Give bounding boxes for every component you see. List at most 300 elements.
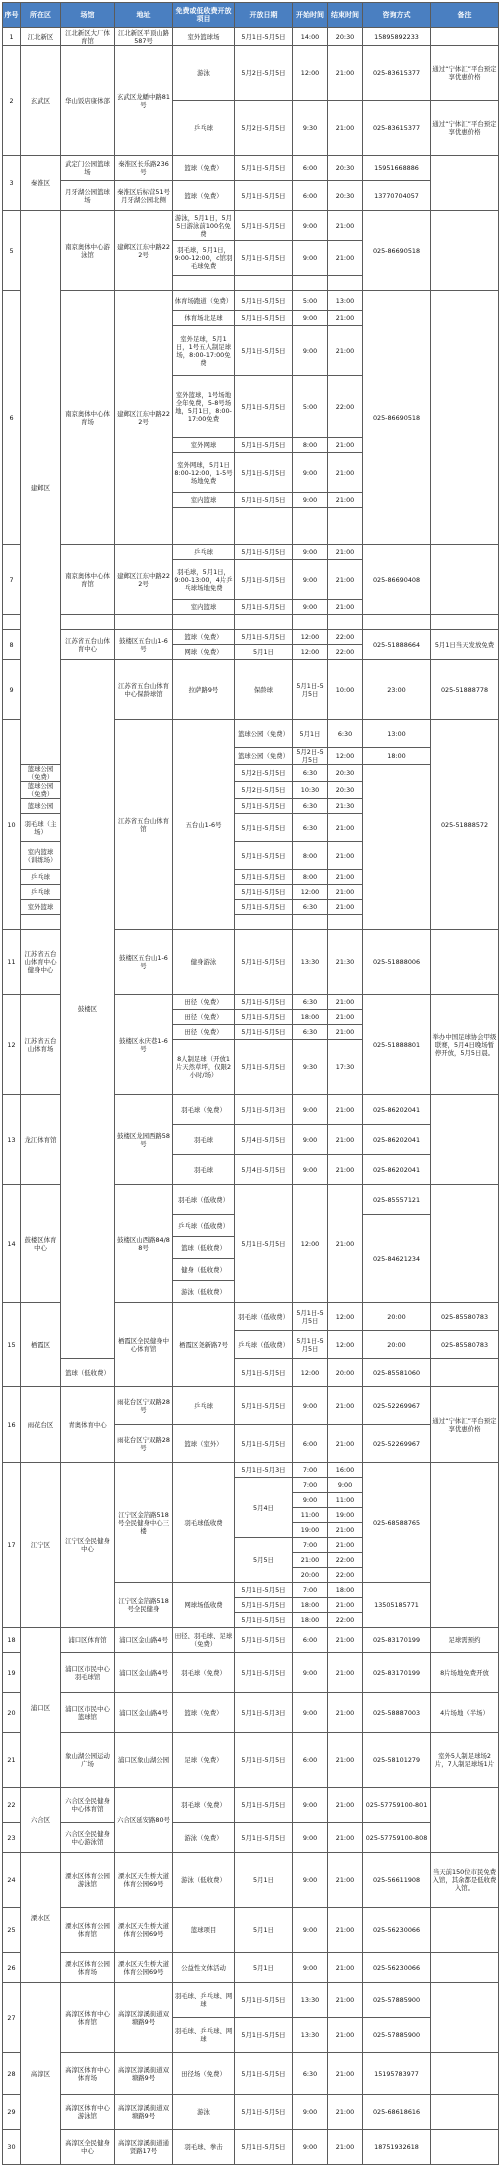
table-cell: 025-86690518 [363,211,431,291]
table-cell: 20:00 [293,1568,328,1583]
table-cell: 溧水区天生桥大道体育公园69号 [115,1853,173,1908]
table-cell [431,2095,499,2130]
table-cell: 6:00 [293,1425,328,1463]
table-cell: 羽毛球（免费） [173,1095,235,1125]
table-cell [61,615,115,630]
table-cell: 21:00 [328,2130,363,2165]
table-cell: 025-51888006 [363,930,431,995]
table-cell: 21:00 [328,1387,363,1425]
table-cell: 6:30 [293,2053,328,2095]
table-cell: 5月1日-5月5日 [235,453,293,493]
table-cell: 11:00 [328,1493,363,1508]
table-cell: 12:00 [293,46,328,101]
table-cell: 5月1日当天发放免费 [431,630,499,660]
table-cell: 羽毛球（免费） [173,1788,235,1823]
table-cell: 玄武区 [21,46,61,156]
table-cell: 浦口区 [21,1628,61,1788]
table-cell: 28 [3,2053,21,2095]
table-cell: 22 [3,1788,21,1823]
table-cell: 18:00 [293,1010,328,1025]
table-cell: 9:30 [293,1040,328,1095]
table-cell: 5月1日 [235,1953,293,1983]
table-cell: 乒乓球 [21,885,61,900]
table-cell: 21:00 [328,1155,363,1185]
table-row [3,1359,499,1387]
table-cell: 江宁区 [21,1463,61,1628]
table-cell: 7:00 [293,1538,328,1553]
table-cell: 21:00 [328,1425,363,1463]
table-cell: 18:00 [293,1598,328,1613]
table-cell: 21:00 [328,2095,363,2130]
table-cell: 篮球公园（免费） [235,720,293,748]
table-cell [173,508,235,545]
table-cell: 5月1日-5月5日 [235,1788,293,1823]
table-cell: 5月1日-5月5日 [235,376,293,438]
table-cell: 足球（免费） [173,1733,235,1788]
table-cell [235,508,293,545]
table-cell: 025-56611908 [363,1853,431,1908]
table-cell: 1 [3,28,21,46]
table-cell: 21:00 [328,1628,363,1653]
table-cell: 025-86202041 [363,1095,431,1125]
table-cell: 9:00 [293,1387,328,1425]
table-cell [431,28,499,46]
table-cell: 21:00 [328,46,363,101]
table-cell: 9:00 [293,241,328,276]
table-cell: 江苏省五台山体育中心健身中心 [21,930,61,995]
table-cell [328,276,363,291]
table-cell: 9:00 [293,545,328,560]
header-cell: 免费或低收费开放项目 [173,3,235,28]
table-cell [431,615,499,630]
table-cell: 5月5日 [235,1538,293,1583]
table-cell [431,545,499,615]
table-cell: 田径场（免费） [173,2053,235,2095]
table-cell: 13 [3,1095,21,1185]
table-cell: 5月1日-5月5日 [235,1185,293,1303]
table-cell: 6:30 [293,900,328,915]
table-cell: 篮球（免费） [173,156,235,181]
table-cell: 21:00 [328,1853,363,1908]
table-cell: 高淳区体育中心体育场 [61,2053,115,2095]
header-cell: 场馆 [61,3,115,28]
table-cell: 室外篮球，1号场地全年免费，5-8号场地，5月1日，8:00-17:00免费 [173,376,235,438]
table-cell: 游泳（低收费） [173,1853,235,1908]
table-cell: 25 [3,1908,21,1953]
table-cell: 鼓楼区五台山1-6号 [115,930,173,995]
table-cell: 5月1日-5月5日 [293,1303,328,1331]
table-cell: 21:00 [328,1693,363,1733]
table-cell: 9:00 [293,493,328,508]
table-cell: 12:00 [293,630,328,645]
table-cell: 篮球公园（免费） [235,748,293,765]
table-cell: 21 [3,1733,21,1788]
table-cell: 建邺区江东中路222号 [115,291,173,545]
table-cell: 21:00 [328,1538,363,1553]
table-cell: 025-85557121 [363,1185,431,1215]
table-cell: 室外5人制足球场2片，7人制足球场1片 [431,1733,499,1788]
table-body [3,28,499,2165]
table-cell: 游泳 [173,2095,235,2130]
table-cell: 5月1日-5月5日 [235,28,293,46]
table-cell: 栖霞区全民健身中心体育馆 [115,1303,173,1387]
table-cell: 9:00 [293,326,328,376]
table-row [3,1463,499,1478]
table-cell: 龙江体育馆 [21,1095,61,1185]
table-cell [431,1185,499,1303]
table-cell: 6:00 [293,156,328,181]
table-cell: 21:00 [328,493,363,508]
table-cell: 建邺区江东中路222号 [115,211,173,291]
table-cell: 025-85580783 [431,1331,499,1359]
table-cell [431,156,499,211]
table-cell: 12 [3,995,21,1095]
table-cell: 9:00 [293,600,328,615]
table-cell: 22:00 [328,1613,363,1628]
table-cell: 鼓楼区体育中心 [21,1185,61,1303]
table-cell: 9:00 [293,1823,328,1853]
table-cell: 5月1日-5月5日 [235,1359,293,1387]
table-cell: 高淳区淳溪街道双塘路9号 [115,2095,173,2130]
table-cell: 21:00 [328,842,363,870]
table-cell: 乒乓球（低收费） [235,1331,293,1359]
table-cell: 室外网球，5月1日8:00-12:00，1-5号场地免费 [173,453,235,493]
table-cell: 21:00 [328,1125,363,1155]
table-cell: 田径、羽毛球、足球（免费） [173,1628,235,1653]
table-row [3,181,499,211]
table-cell: 鼓楼区山西路84/88号 [115,1185,173,1303]
table-cell: 羽毛球、拳击 [173,2130,235,2165]
table-cell: 5月2日-5月5日 [235,782,293,799]
table-cell: 乒乓球 [173,101,235,156]
table-cell: 8:00 [293,842,328,870]
table-cell: 9:00 [293,1908,328,1953]
table-cell [328,915,363,930]
table-cell: 12:00 [293,1359,328,1387]
table-cell: 17:30 [328,1040,363,1095]
table-cell: 21:00 [328,1010,363,1025]
table-cell: 羽毛球、乒乓球、网球 [173,1983,235,2018]
table-cell: 高淳区 [21,1983,61,2165]
header-cell: 序号 [3,3,21,28]
table-cell: 篮球公园（免费） [21,765,61,782]
table-cell: 20:30 [328,181,363,211]
table-cell: 16 [3,1387,21,1463]
table-cell: 5月1日-5月5日 [235,156,293,181]
table-cell: 鼓楼区 [61,660,115,1359]
table-cell: 乒乓球 [173,1387,235,1425]
table-cell: 20:00 [363,1331,431,1359]
table-cell: 游泳（免费） [173,1823,235,1853]
table-cell: 21:00 [328,2018,363,2053]
table-cell: 12:00 [328,1303,363,1331]
table-cell: 6:00 [293,181,328,211]
table-cell [431,1983,499,2053]
table-cell: 20 [3,1693,21,1733]
table-cell: 21:00 [328,1025,363,1040]
table-row [3,156,499,181]
table-cell: 游泳（低收费） [173,1281,235,1303]
table-cell: 5月1日-5月5日 [235,600,293,615]
table-cell: 9:00 [293,1788,328,1823]
table-cell: 体育场北足球 [173,311,235,326]
table-cell [21,915,61,930]
table-cell: 6:30 [293,799,328,814]
table-cell: 月牙湖公园篮球场 [61,181,115,211]
table-cell: 溧水区天生桥大道体育公园69号 [115,1908,173,1953]
table-cell: 羽毛球（低收费） [173,1185,235,1215]
table-cell: 21:00 [328,1523,363,1538]
table-cell: 13505185771 [363,1583,431,1628]
table-cell [235,615,293,630]
table-cell: 23:00 [363,660,431,720]
table-cell [363,615,431,630]
table-cell: 8:00 [293,438,328,453]
table-cell: 5月1日-5月5日 [293,1331,328,1359]
table-cell: 21:00 [328,1823,363,1853]
table-cell: 21:00 [293,1553,328,1568]
table-cell: 12:00 [328,748,363,765]
table-cell [431,1095,499,1185]
table-cell: 6:00 [293,1733,328,1788]
table-row [3,1953,499,1983]
table-cell: 建邺区江东中路222号 [115,545,173,615]
table-cell: 羽毛球（低收费） [235,1303,293,1331]
table-cell: 5月1日-5月5日 [293,660,328,720]
table-cell: 9:30 [293,101,328,156]
table-cell: 12:00 [293,1185,328,1303]
table-cell: 5月1日-5月5日 [235,1025,293,1040]
table-cell: 8 [3,630,21,660]
table-cell: 14:00 [293,28,328,46]
table-cell: 20:30 [328,156,363,181]
table-cell: 5月4日-5月5日 [235,1125,293,1155]
table-cell: 6 [3,291,21,545]
table-cell: 鼓楼区龙园西路58号 [115,1095,173,1185]
table-cell: 游泳 [173,46,235,101]
table-cell: 5月1日-5月5日 [235,2018,293,2053]
table-cell: 篮球（免费） [173,181,235,211]
table-cell: 5月1日-5月3日 [235,1693,293,1733]
table-cell: 室内篮球（训练场） [21,842,61,870]
table-cell: 江宁区金箔路518号全民健身 [115,1583,173,1628]
table-cell [173,276,235,291]
table-cell: 高淳区淳溪街道通贤路17号 [115,2130,173,2165]
table-cell: 19:00 [293,1523,328,1538]
table-cell [328,615,363,630]
table-cell: 025-57885900 [363,2018,431,2053]
table-cell [431,291,499,545]
table-cell: 高淳区淳溪街道双塘路9号 [115,2053,173,2095]
table-cell: 建邺区 [21,211,61,765]
table-cell: 025-83615377 [363,46,431,101]
table-cell: 六合区 [21,1788,61,1853]
table-cell: 江北新区平顶山路587号 [115,28,173,46]
table-cell: 江苏省五台山体育馆 [115,720,173,930]
table-cell: 5月1日-5月5日 [235,1733,293,1788]
table-cell [431,2053,499,2095]
table-cell: 5月1日-5月5日 [235,1040,293,1095]
table-cell: 高淳区全民健身中心 [61,2130,115,2165]
table-cell: 栖霞区 [21,1303,61,1387]
table-row [3,46,499,101]
table-cell [431,211,499,291]
table-cell: 21:00 [328,995,363,1010]
table-cell: 26 [3,1953,21,1983]
table-cell: 21:00 [328,241,363,276]
table-cell: 20:30 [328,28,363,46]
table-cell: 篮球（低收费） [61,1359,115,1387]
table-cell: 21:00 [328,560,363,600]
table-cell: 雨花台区宁双路28号 [115,1387,173,1425]
table-cell: 5月1日-5月5日 [235,842,293,870]
table-row [3,660,499,720]
table-cell: 9:00 [328,1478,363,1493]
header-cell: 所在区 [21,3,61,28]
table-cell: 21:00 [328,311,363,326]
table-cell: 15951668886 [363,156,431,181]
table-cell: 江苏省五台山体育中心保龄球馆 [115,660,173,720]
table-cell: 5月1日-5月5日 [235,1823,293,1853]
table-cell: 秦淮区 [21,156,61,211]
table-cell: 025-57759100-801 [363,1788,431,1823]
table-cell: 21:00 [328,438,363,453]
table-cell: 5月1日-5月5日 [235,2095,293,2130]
table-cell: 21:00 [328,1733,363,1788]
table-row [3,1853,499,1908]
table-cell: 体育场跑道（免费） [173,291,235,311]
table-cell: 5月1日-5月5日 [235,560,293,600]
table-cell: 秦淮区后标营51号月牙湖公园北侧 [115,181,173,211]
table-cell: 5月1日 [235,1853,293,1908]
table-cell: 025-58887003 [363,1693,431,1733]
table-cell: 羽毛球（主场） [21,814,61,842]
table-cell: 篮球公园 [21,799,61,814]
table-cell: 室外篮球 [21,900,61,915]
table-cell: 南京奥体中心体育馆 [61,545,115,615]
table-cell: 15195783977 [363,2053,431,2095]
table-cell: 18751932618 [363,2130,431,2165]
table-cell: 溧水区体育公园体育场 [61,1953,115,1983]
table-cell: 5月1日-5月5日 [235,291,293,311]
table-cell: 17 [3,1463,21,1628]
table-cell: 溧水区体育公园游泳馆 [61,1853,115,1908]
table-cell: 12:00 [328,1331,363,1359]
table-cell: 5月1日-5月5日 [235,1598,293,1613]
table-cell [235,276,293,291]
table-cell: 5月1日-5月5日 [235,900,293,915]
table-cell: 网球（免费） [173,645,235,660]
table-cell: 14 [3,1185,21,1303]
table-cell: 江宁区金箔路518号全民健身中心三楼 [115,1463,173,1583]
table-cell: 21:00 [328,101,363,156]
table-cell: 025-85580783 [431,1303,499,1331]
table-cell: 9:00 [293,211,328,241]
table-cell: 5月2日-5月5日 [235,101,293,156]
table-cell: 21:00 [328,211,363,241]
table-row [3,1908,499,1953]
table-cell: 22:00 [328,1553,363,1568]
table-cell [293,915,328,930]
table-cell: 9:00 [293,2130,328,2165]
table-cell: 16:00 [328,1463,363,1478]
table-cell: 8片场地免费开放 [431,1653,499,1693]
table-cell: 21:30 [328,799,363,814]
table-cell: 21:00 [328,1983,363,2018]
table-cell: 5月1日-5月5日 [235,438,293,453]
table-cell: 21:00 [328,1953,363,1983]
table-cell: 浦口区体育馆 [61,1628,115,1653]
table-cell: 5月1日-5月5日 [235,493,293,508]
table-cell [431,1953,499,1983]
table-cell: 9:00 [293,1125,328,1155]
table-cell: 29 [3,2095,21,2130]
table-cell: 羽毛球 [173,1155,235,1185]
table-cell: 5月1日 [235,645,293,660]
table-cell: 室外网球 [173,438,235,453]
table-cell: 五台山1-6号 [173,720,235,930]
table-cell: 4片场地（半场） [431,1693,499,1733]
table-cell: 举办中国足球协会甲级联赛，5月4日晚场暂停开放，5月5日晨。 [431,995,499,1095]
table-cell: 13770704057 [363,181,431,211]
table-cell: 健身（低收费） [173,1259,235,1281]
header-cell: 咨询方式 [363,3,431,28]
table-row [3,1693,499,1733]
table-cell: 象山湖公园运动广场 [61,1733,115,1788]
table-cell: 浦口区金山路4号 [115,1653,173,1693]
table-cell: 5月1日-5月5日 [235,241,293,276]
table-row [3,615,499,630]
table-cell: 025-51888778 [431,660,499,720]
table-cell: 18 [3,1628,21,1653]
table-cell: 025-56230066 [363,1908,431,1953]
table-cell: 当天前150位市民免费入馆，其余都是低收费入馆。 [431,1853,499,1908]
table-cell: 高淳区体育中心游泳馆 [61,2095,115,2130]
header-cell: 结束时间 [328,3,363,28]
table-cell: 5月2日-5月5日 [235,765,293,782]
table-cell: 18:00 [293,1613,328,1628]
table-cell: 公益性文体活动 [173,1953,235,1983]
header-cell: 备注 [431,3,499,28]
table-cell: 篮球（低收费） [173,1237,235,1259]
table-row [3,1387,499,1425]
table-cell [293,276,328,291]
table-cell: 025-57885900 [363,1983,431,2018]
table-cell [293,508,328,545]
table-cell: 六合区全民健身中心体育馆 [61,1788,115,1823]
table-cell: 21:00 [328,1185,363,1303]
table-cell: 羽毛球 [173,1125,235,1155]
table-row [3,2130,499,2165]
table-cell: 6:30 [293,995,328,1010]
table-cell: 5月1日-5月5日 [235,2130,293,2165]
table-cell: 20:30 [328,782,363,799]
table-cell: 5月1日-5月5日 [235,1613,293,1628]
table-cell: 5月1日 [293,720,328,748]
table-cell: 乒乓球 [173,545,235,560]
table-cell: 7:00 [293,1583,328,1598]
table-row [3,1733,499,1788]
table-cell: 室外足球，5月1日，1号五人制足球场，8:00-17:00免费 [173,326,235,376]
table-cell: 田径（免费） [173,995,235,1010]
table-cell: 5月1日-5月5日 [235,2053,293,2095]
table-cell: 7:00 [293,1463,328,1478]
table-cell: 5月1日-5月3日 [235,1463,293,1478]
table-cell: 5月1日-5月5日 [235,545,293,560]
table-cell: 5:00 [293,291,328,311]
table-cell: 网球场低收费 [173,1583,235,1628]
table-cell: 8:00 [293,870,328,885]
